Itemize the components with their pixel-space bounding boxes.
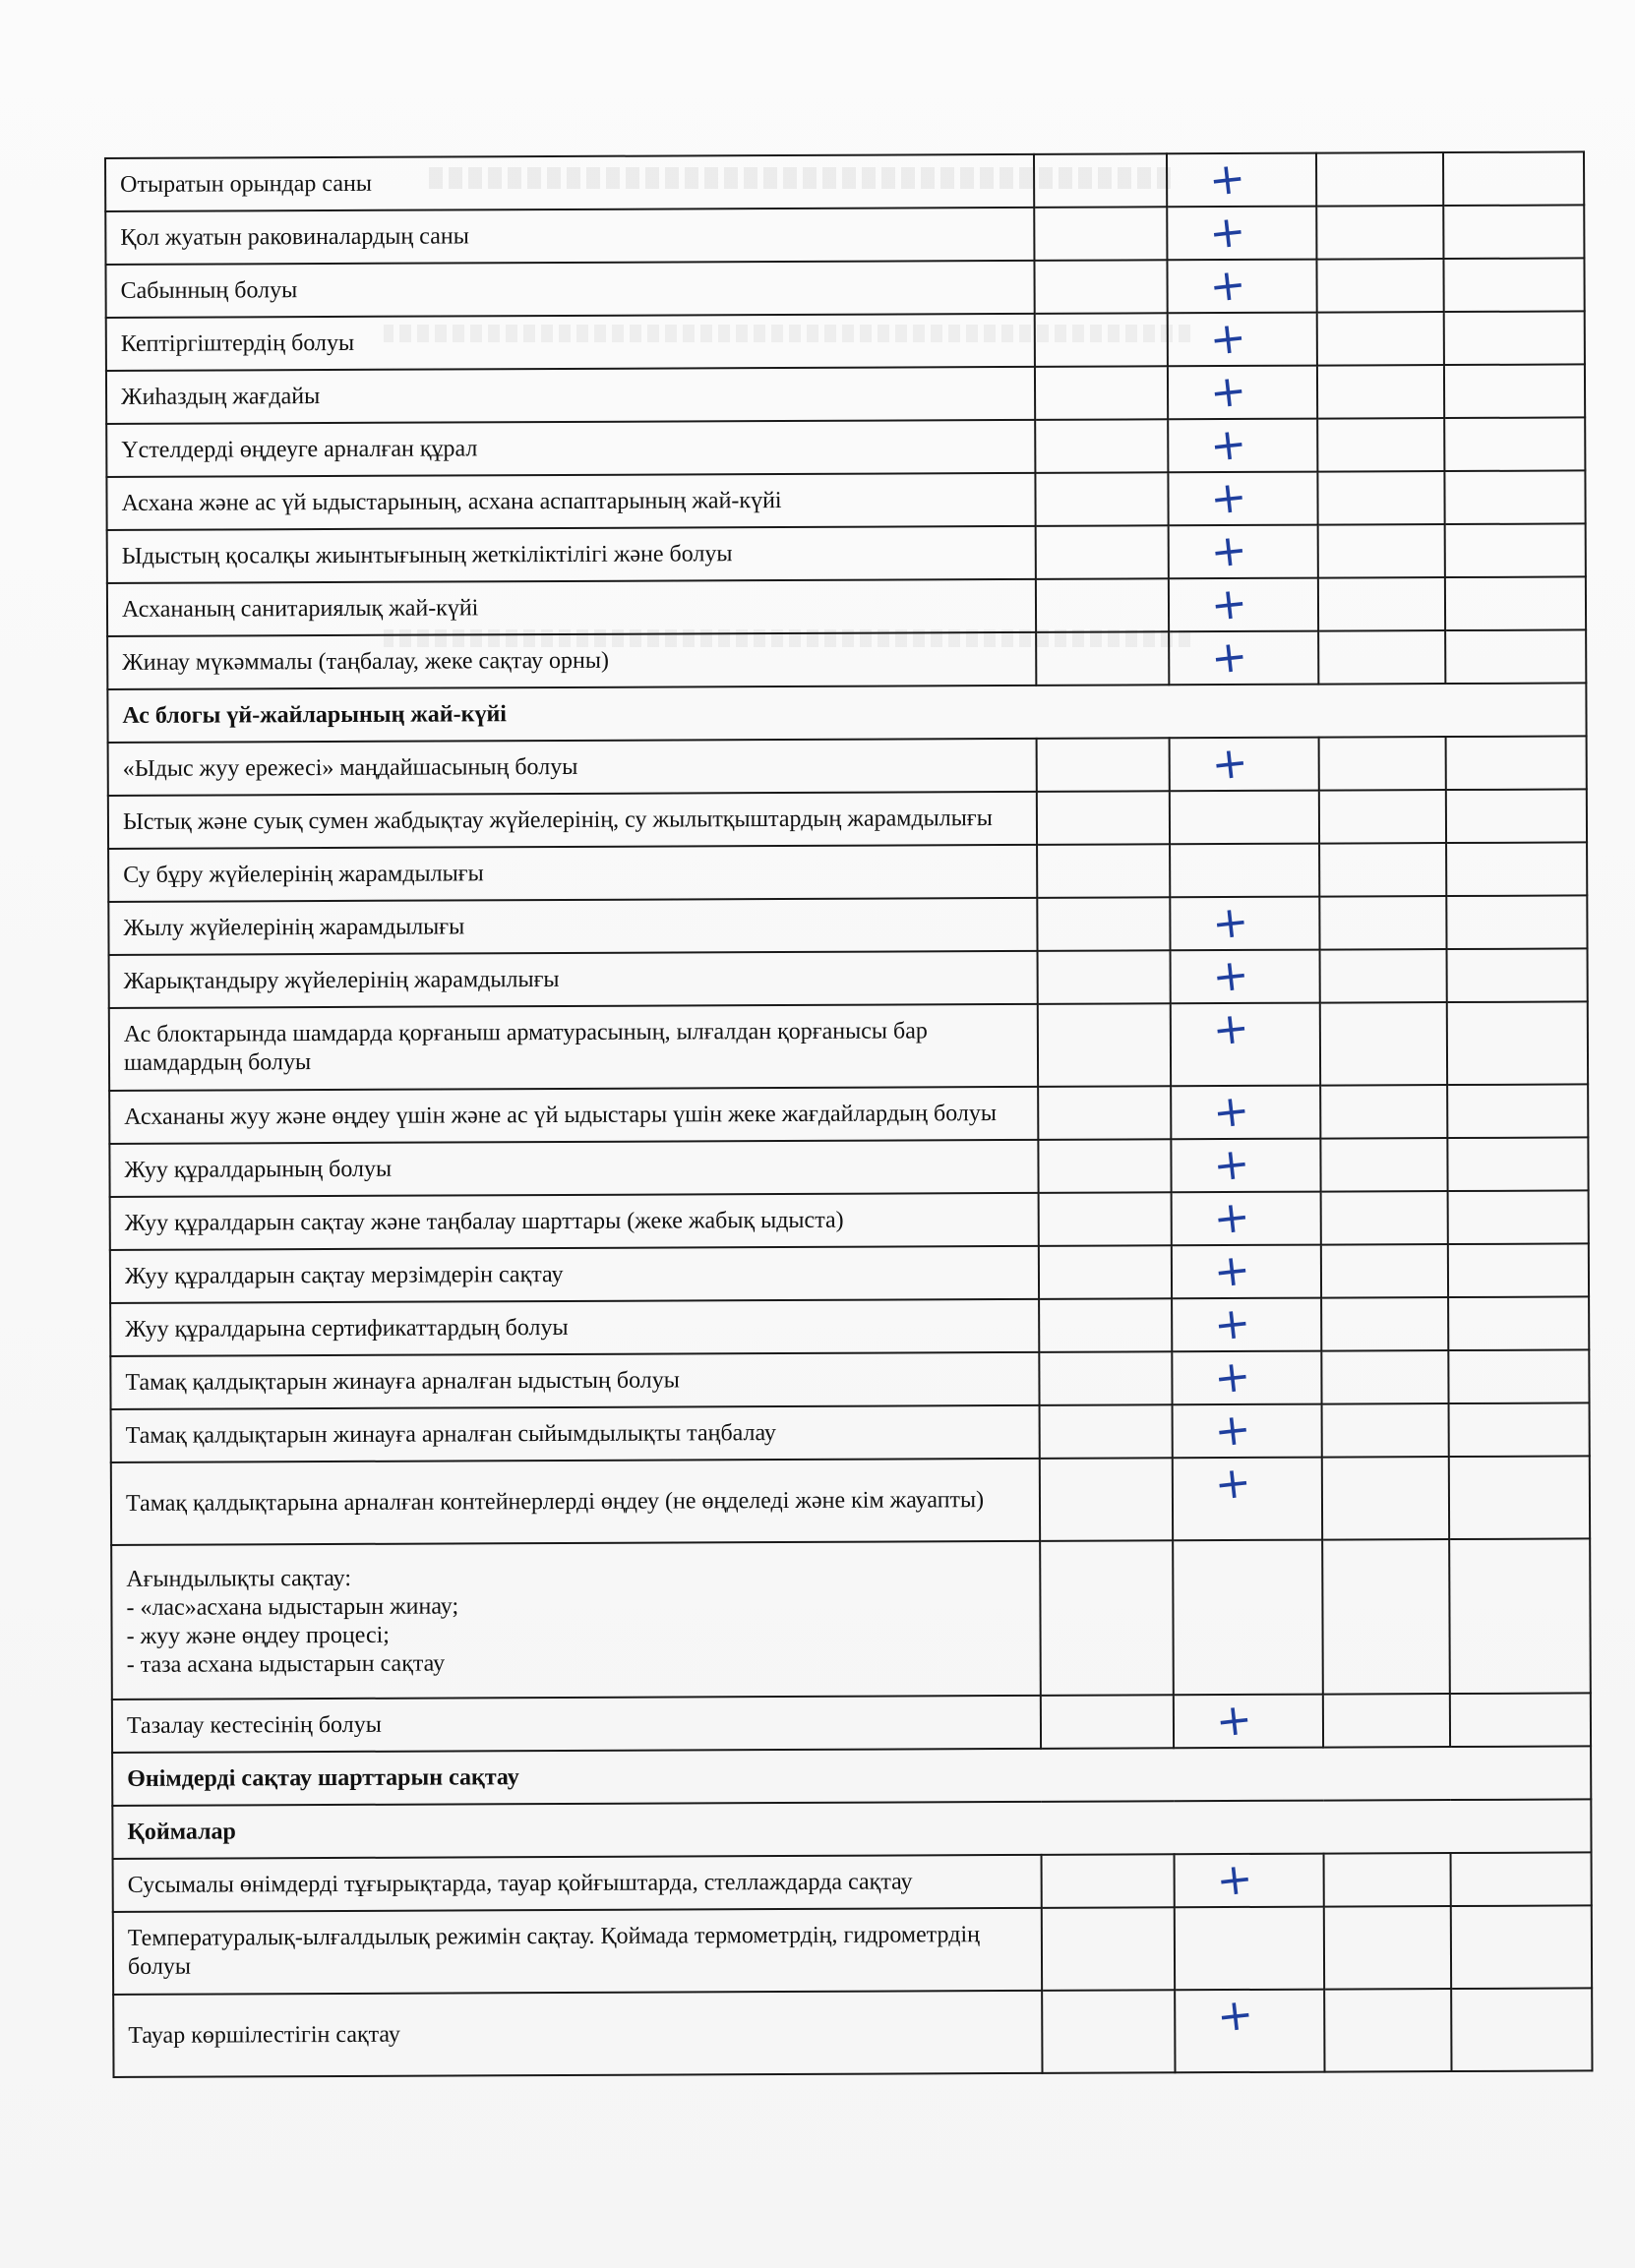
handwritten-plus-mark: + <box>1206 206 1249 260</box>
table-row <box>106 417 1585 477</box>
row-label: Тазалау кестесінің болуы <box>112 1696 1041 1753</box>
table-row <box>105 205 1584 265</box>
table-row <box>107 523 1586 583</box>
handwritten-plus-mark: + <box>1211 1191 1253 1245</box>
row-label: Жуу құралдарының болуы <box>109 1140 1038 1197</box>
cell <box>1447 948 1588 1002</box>
cell <box>1317 259 1444 313</box>
cell <box>1171 1003 1321 1087</box>
cell <box>1041 1695 1175 1749</box>
cell <box>1325 1989 1452 2072</box>
row-label: Үстелдерді өңдеуге арналған құрал <box>106 420 1035 477</box>
cell <box>1317 206 1444 260</box>
cell <box>1321 1138 1448 1192</box>
section-header: Қоймалар <box>112 1799 1591 1859</box>
row-label: Тауар көршілестігін сақтау <box>113 1991 1042 2077</box>
cell <box>1169 525 1318 579</box>
cell <box>1169 578 1318 632</box>
cell <box>1321 1085 1448 1139</box>
row-label: Ас блоктарында шамдарда қорғаныш арматурасының, ылғалдан қорғанысы бар шамдардың болуы <box>109 1004 1038 1091</box>
cell <box>1034 260 1168 314</box>
cell <box>1038 1003 1172 1087</box>
table-row <box>111 1403 1590 1462</box>
cell <box>1322 1457 1449 1540</box>
cell <box>1318 471 1445 525</box>
table-row <box>109 1137 1588 1197</box>
cell <box>1319 790 1446 844</box>
table-row <box>110 1243 1589 1303</box>
cell <box>1320 843 1447 897</box>
row-label: Жуу құралдарын сақтау мерзімдерін сақтау <box>110 1246 1039 1303</box>
cell <box>1320 896 1447 950</box>
cell <box>1171 897 1320 951</box>
cell <box>1171 1086 1320 1140</box>
section-header: Өнімдерді сақтау шарттарын сақтау <box>112 1746 1591 1806</box>
handwritten-plus-mark: + <box>1209 737 1251 791</box>
table-row <box>110 1190 1589 1250</box>
row-label: Температуралық-ылғалдылық режимін сақтау. Қоймада термометрдің, гидрометрдің болуы <box>113 1908 1042 1995</box>
cell <box>1042 1990 1176 2073</box>
cell <box>1448 1190 1589 1244</box>
cell <box>1172 1298 1321 1352</box>
cell <box>1175 1907 1325 1991</box>
row-label: Қол жуатын раковиналардың саны <box>105 208 1034 265</box>
cell <box>1036 525 1170 579</box>
row-label: Асхананың санитариялық жай-күйі <box>107 579 1036 636</box>
table-row <box>106 311 1585 371</box>
handwritten-plus-mark: + <box>1207 418 1250 472</box>
cell <box>1446 895 1587 949</box>
cell <box>1038 1139 1172 1193</box>
table-row <box>109 948 1588 1008</box>
row-label: Жарықтандыру жүйелерінің жарамдылығы <box>109 951 1038 1008</box>
table-row <box>107 629 1586 689</box>
cell <box>1445 523 1586 577</box>
table-row <box>106 364 1585 424</box>
handwritten-plus-mark: + <box>1208 630 1250 685</box>
cell <box>1173 1351 1322 1405</box>
cell <box>1451 1905 1592 1989</box>
cell <box>1035 419 1169 473</box>
handwritten-plus-mark: + <box>1206 152 1248 207</box>
section-header-row <box>112 1746 1591 1806</box>
cell <box>1448 1349 1589 1403</box>
cell <box>1446 736 1587 790</box>
cell <box>1444 258 1585 312</box>
monitoring-checklist-table <box>104 150 1594 2078</box>
cell <box>1322 1350 1449 1404</box>
cell <box>1320 949 1447 1003</box>
row-label: Ыстық және суық сумен жабдықтау жүйелерінің, су жылытқыштардың жарамдылығы <box>108 792 1037 849</box>
cell <box>1169 631 1318 686</box>
cell <box>1319 630 1446 685</box>
cell <box>1037 791 1171 845</box>
cell <box>1168 419 1317 473</box>
table-row <box>113 1852 1592 1912</box>
table-row <box>108 842 1587 902</box>
handwritten-plus-mark: + <box>1208 577 1250 631</box>
row-label: Жинау мүкәммалы (таңбалау, жеке сақтау орны) <box>107 632 1036 689</box>
cell <box>1445 629 1586 684</box>
cell <box>1319 737 1446 791</box>
cell <box>1034 207 1168 261</box>
handwritten-plus-mark: + <box>1211 1350 1254 1404</box>
cell <box>1322 1297 1449 1351</box>
handwritten-plus-mark: + <box>1209 896 1252 950</box>
cell <box>1316 152 1443 207</box>
cell <box>1034 153 1168 208</box>
cell <box>1039 1298 1173 1352</box>
row-label: Кептіргіштердің болуы <box>106 314 1035 371</box>
table-row <box>110 1349 1589 1409</box>
cell <box>1318 418 1445 472</box>
cell <box>1317 365 1444 419</box>
cell <box>1037 844 1171 898</box>
handwritten-plus-mark: + <box>1207 365 1249 419</box>
cell <box>1323 1694 1450 1748</box>
cell <box>1449 1456 1590 1539</box>
cell <box>1170 791 1319 845</box>
cell <box>1449 1538 1591 1694</box>
cell <box>1445 470 1586 524</box>
table-row <box>108 895 1587 955</box>
table-row <box>111 1456 1590 1545</box>
cell <box>1039 1351 1173 1405</box>
cell <box>1322 1403 1449 1458</box>
table-row <box>109 1001 1588 1091</box>
row-label: Сабынның болуы <box>105 261 1034 318</box>
row-label: Ағындылықты сақтау: - «лас»асхана ыдыстарын жинау; - жуу және өңдеу процесі; - таза асхана ыдыстарын сақтау <box>111 1541 1041 1700</box>
cell <box>1171 950 1320 1004</box>
cell <box>1444 417 1585 471</box>
row-label: Асхананы жуу және өңдеу үшін және ас үй ыдыстары үшін жеке жағдайлардың болуы <box>109 1087 1038 1144</box>
cell <box>1168 366 1317 420</box>
cell <box>1448 1243 1589 1297</box>
cell <box>1175 1990 1325 2073</box>
cell <box>1042 1907 1176 1991</box>
cell <box>1039 1192 1173 1246</box>
row-label: Тамақ қалдықтарына арналған контейнерлерді өңдеу (не өңделеді және кім жауапты) <box>111 1459 1040 1545</box>
cell <box>1446 789 1587 843</box>
table-row <box>109 1084 1588 1144</box>
cell <box>1037 950 1171 1004</box>
handwritten-plus-mark: + <box>1211 1244 1253 1298</box>
cell <box>1035 366 1169 420</box>
section-header-row <box>112 1799 1591 1859</box>
cell <box>1320 1002 1447 1086</box>
handwritten-plus-mark: + <box>1210 1002 1252 1056</box>
table-row <box>105 151 1584 211</box>
cell <box>1173 1458 1323 1541</box>
cell <box>1445 576 1586 630</box>
cell <box>1448 1296 1589 1350</box>
cell <box>1037 738 1171 792</box>
handwritten-plus-mark: + <box>1208 471 1250 525</box>
cell <box>1317 312 1444 366</box>
row-label: Тамақ қалдықтарын жинауға арналған ыдыстың болуы <box>110 1352 1039 1409</box>
cell <box>1174 1695 1323 1749</box>
cell <box>1323 1539 1450 1695</box>
table-row <box>105 258 1584 318</box>
cell <box>1169 472 1318 526</box>
cell <box>1321 1191 1448 1245</box>
cell <box>1444 311 1585 365</box>
cell <box>1324 1906 1451 1990</box>
cell <box>1170 738 1319 792</box>
handwritten-plus-mark: + <box>1212 1403 1254 1458</box>
row-label: Асхана және ас үй ыдыстарының, асхана аспаптарының жай-күйі <box>106 473 1035 530</box>
handwritten-plus-mark: + <box>1212 1457 1254 1511</box>
handwritten-plus-mark: + <box>1211 1297 1253 1351</box>
cell <box>1167 207 1316 261</box>
table-row <box>113 1988 1592 2077</box>
cell <box>1447 1084 1588 1138</box>
cell <box>1035 472 1169 526</box>
table-row <box>108 789 1587 849</box>
handwritten-plus-mark: + <box>1207 312 1249 366</box>
cell <box>1444 364 1585 418</box>
cell <box>1036 578 1170 632</box>
row-label: Жиһаздың жағдайы <box>106 367 1035 424</box>
handwritten-plus-mark: + <box>1210 1085 1252 1139</box>
cell <box>1042 1854 1176 1908</box>
cell <box>1324 1853 1451 1907</box>
cell <box>1167 153 1316 208</box>
table-row <box>111 1538 1591 1700</box>
row-label: Жуу құралдарына сертификаттардың болуы <box>110 1299 1039 1356</box>
table-row <box>113 1905 1592 1995</box>
row-label: «Ыдыс жуу ережесі» маңдайшасының болуы <box>108 739 1037 796</box>
handwritten-plus-mark: + <box>1214 1853 1256 1907</box>
table-row <box>112 1693 1591 1753</box>
table-row <box>108 736 1587 796</box>
cell <box>1448 1137 1589 1191</box>
row-label: Су бұру жүйелерінің жарамдылығы <box>108 845 1037 902</box>
row-label: Сусымалы өнімдерді тұғырықтарда, тауар қойғыштарда, стеллаждарда сақтау <box>113 1855 1042 1912</box>
table-row <box>107 576 1586 636</box>
section-header: Ас блогы үй-жайларының жай-күйі <box>107 683 1586 743</box>
cell <box>1318 577 1445 631</box>
cell <box>1040 1404 1174 1459</box>
cell <box>1446 842 1587 896</box>
cell <box>1039 1245 1173 1299</box>
cell <box>1038 1086 1172 1140</box>
cell <box>1173 1540 1323 1696</box>
cell <box>1175 1854 1324 1908</box>
handwritten-plus-mark: + <box>1208 524 1250 578</box>
cell <box>1036 631 1170 686</box>
cell <box>1172 1139 1321 1193</box>
cell <box>1443 151 1584 206</box>
cell <box>1321 1244 1448 1298</box>
cell <box>1172 1192 1321 1246</box>
row-label: Тамақ қалдықтарын жинауға арналған сыйымдылықты таңбалау <box>111 1405 1040 1462</box>
section-header-row <box>107 683 1586 743</box>
handwritten-plus-mark: + <box>1210 949 1252 1003</box>
cell <box>1037 897 1171 951</box>
cell <box>1168 313 1317 367</box>
cell <box>1447 1001 1588 1085</box>
cell <box>1172 1245 1321 1299</box>
cell <box>1040 1540 1174 1696</box>
cell <box>1168 260 1317 314</box>
row-label: Жылу жүйелерінің жарамдылығы <box>108 898 1037 955</box>
handwritten-plus-mark: + <box>1213 1694 1255 1748</box>
row-label: Отыратын орындар саны <box>105 154 1034 211</box>
cell <box>1040 1458 1174 1541</box>
cell <box>1449 1403 1590 1457</box>
handwritten-plus-mark: + <box>1211 1138 1253 1192</box>
row-label: Жуу құралдарын сақтау және таңбалау шарттары (жеке жабық ыдыста) <box>110 1193 1039 1250</box>
cell <box>1318 524 1445 578</box>
cell <box>1443 205 1584 259</box>
cell <box>1170 844 1319 898</box>
cell <box>1451 1988 1592 2071</box>
cell <box>1451 1852 1592 1906</box>
row-label: Ыдыстың қосалқы жиынтығының жеткіліктілігі және болуы <box>107 526 1036 583</box>
handwritten-plus-mark: + <box>1207 259 1249 313</box>
cell <box>1173 1404 1322 1459</box>
table-row <box>110 1296 1589 1356</box>
handwritten-plus-mark: + <box>1214 1989 1256 2043</box>
cell <box>1035 313 1169 367</box>
cell <box>1450 1693 1591 1747</box>
table-row <box>106 470 1585 530</box>
